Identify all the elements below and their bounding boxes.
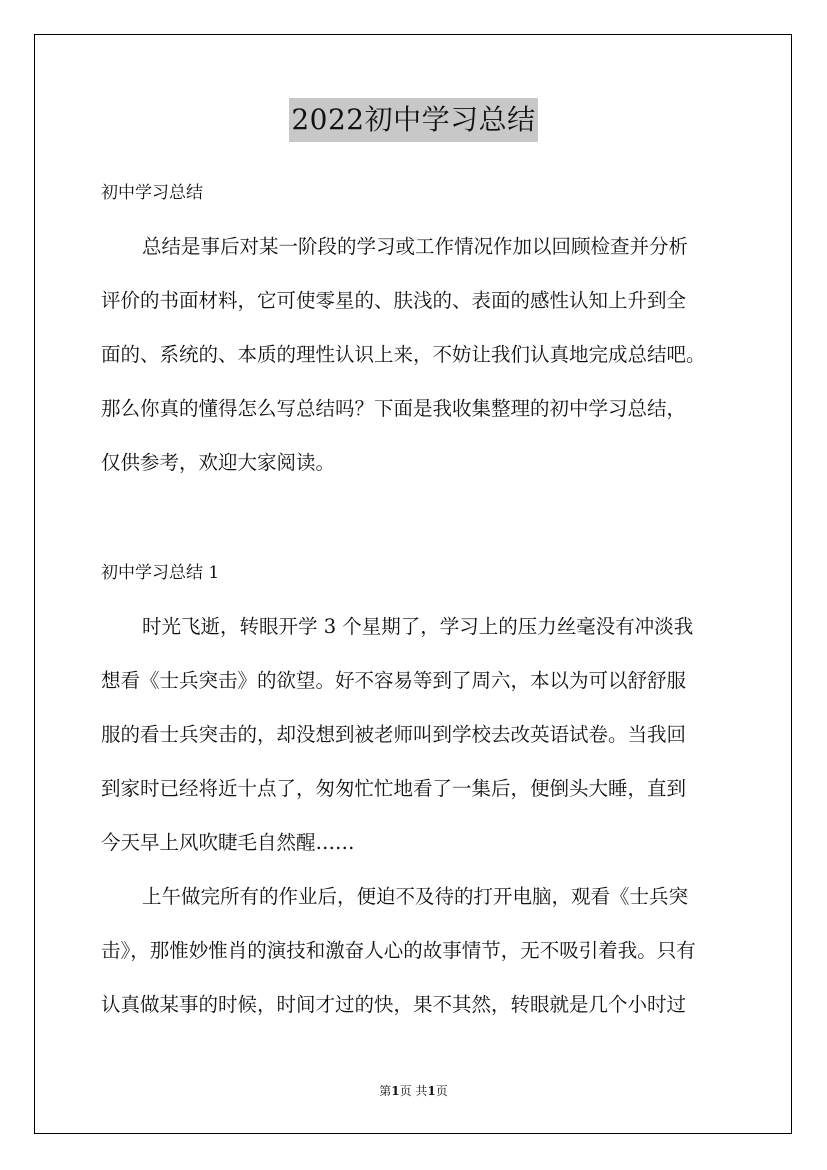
page-footer <box>0 1082 827 1100</box>
section1-heading: 初中学习总结 1 <box>101 563 220 583</box>
section1-para1-line-5: 今天早上风吹睫毛自然醒…… <box>101 831 355 854</box>
intro-line-1: 总结是事后对某一阶段的学习或工作情况作加以回顾检查并分析 <box>142 235 689 258</box>
footer-page-prefix: 第 <box>379 1084 392 1098</box>
footer-page-total: 1 <box>427 1084 436 1098</box>
section1-para2-line-2: 击》，那惟妙惟肖的演技和激奋人心的故事情节，无不吸引着我。只有 <box>101 939 696 962</box>
document-title <box>0 98 827 142</box>
intro-line-4: 那么你真的懂得怎么写总结吗？下面是我收集整理的初中学习总结， <box>101 397 687 420</box>
section1-para1-line-1: 时光飞逝，转眼开学 3 个星期了，学习上的压力丝毫没有冲淡我 <box>142 615 694 638</box>
footer-page-mid: 页 共 <box>399 1084 428 1098</box>
intro-line-5: 仅供参考，欢迎大家阅读。 <box>101 451 336 474</box>
section1-para1-line-4: 到家时已经将近十点了，匆匆忙忙地看了一集后，便倒头大睡，直到 <box>101 777 687 800</box>
intro-line-2: 评价的书面材料，它可使零星的、肤浅的、表面的感性认知上升到全 <box>101 289 687 312</box>
footer-page-number: 1 <box>391 1084 400 1098</box>
intro-heading: 初中学习总结 <box>101 183 203 203</box>
intro-line-3: 面的、系统的、本质的理性认识上来，不妨让我们认真地完成总结吧。 <box>101 343 706 366</box>
document-title-text: 2022初中学习总结 <box>289 98 537 142</box>
section1-para1-line-2: 想看《士兵突击》的欲望。好不容易等到了周六，本以为可以舒舒服 <box>101 669 687 692</box>
footer-page-suffix: 页 <box>435 1084 448 1098</box>
section1-para2-line-3: 认真做某事的时候，时间才过的快，果不其然，转眼就是几个小时过 <box>101 993 687 1016</box>
section1-para2-line-1: 上午做完所有的作业后，便迫不及待的打开电脑，观看《士兵突 <box>142 885 689 908</box>
section1-para1-line-3: 服的看士兵突击的，却没想到被老师叫到学校去改英语试卷。当我回 <box>101 723 687 746</box>
